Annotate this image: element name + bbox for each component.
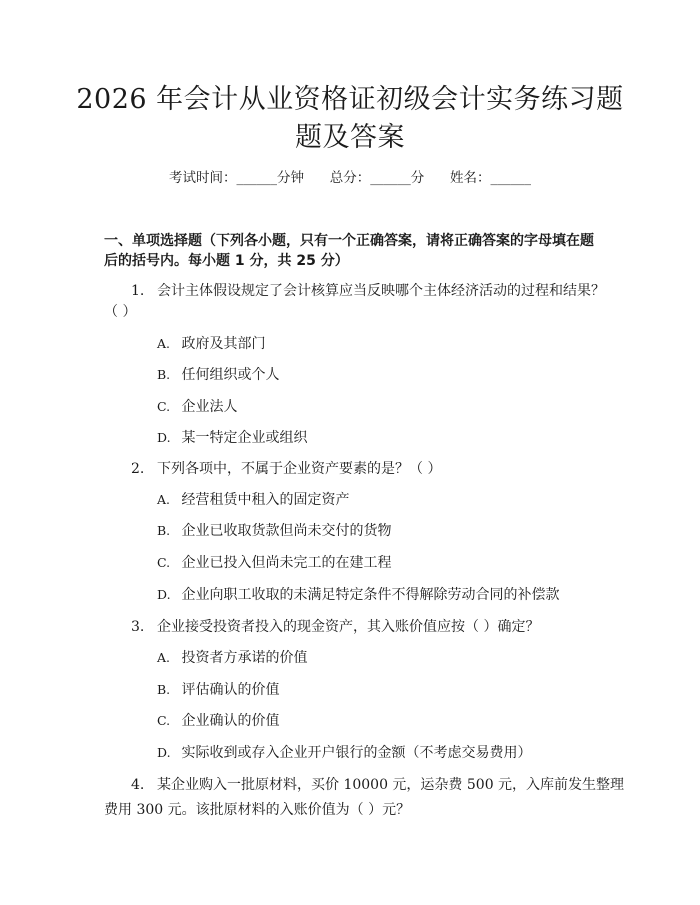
question-number: 4. (131, 777, 145, 793)
option-text: 企业法人 (181, 399, 238, 415)
option-text: 企业已收取货款但尚未交付的货物 (181, 523, 392, 539)
option-letter: B. (157, 367, 171, 382)
option-item (157, 365, 279, 385)
exam-info: 考试时间：______分钟 总分：______分 姓名：______ (169, 170, 531, 186)
option-text: 任何组织或个人 (181, 367, 280, 383)
option-text: 企业确认的价值 (181, 713, 280, 729)
option-item (157, 680, 279, 700)
option-letter: D. (157, 745, 171, 760)
option-item (157, 553, 391, 573)
option-item (157, 711, 279, 731)
question-number: 2. (131, 461, 145, 477)
option-text: 企业已投入但尚未完工的在建工程 (181, 555, 392, 571)
option-text: 政府及其部门 (181, 336, 266, 352)
option-item (157, 428, 307, 448)
option-letter: C. (157, 555, 171, 570)
option-text: 某一特定企业或组织 (181, 430, 308, 446)
question-text: 某企业购入一批原材料，买价 10000 元，运杂费 500 元，入库前发生整理 (157, 777, 625, 793)
option-item (157, 648, 307, 668)
option-text: 评估确认的价值 (181, 682, 280, 698)
option-letter: A. (157, 650, 171, 665)
option-letter: C. (157, 399, 171, 414)
option-text: 投资者方承诺的价值 (181, 650, 308, 666)
option-item (157, 334, 265, 354)
option-item (157, 585, 559, 605)
option-item (157, 521, 391, 541)
option-letter: A. (157, 336, 171, 351)
section-heading-line2: 后的括号内。每小题 1 分，共 25 分） (104, 253, 349, 269)
question-text: 下列各项中，不属于企业资产要素的是？（ ） (157, 461, 442, 477)
section-heading-line1: 一、单项选择题（下列各小题，只有一个正确答案，请将正确答案的字母填在题 (104, 233, 594, 249)
option-item (157, 490, 349, 510)
option-letter: D. (157, 430, 171, 445)
document-title-line2: 题及答案 (295, 122, 405, 153)
option-text: 企业向职工收取的未满足特定条件不得解除劳动合同的补偿款 (181, 587, 560, 603)
option-item (157, 743, 531, 763)
option-text: 经营租赁中租入的固定资产 (181, 492, 350, 508)
option-letter: B. (157, 523, 171, 538)
question-number: 1. (131, 283, 145, 299)
question-text: 会计主体假设规定了会计核算应当反映哪个主体经济活动的过程和结果？ (157, 283, 605, 299)
option-letter: B. (157, 682, 171, 697)
question-text-continued: （ ） (104, 304, 137, 320)
document-title-line1: 2026 年会计从业资格证初级会计实务练习题 (76, 84, 624, 115)
option-text: 实际收到或存入企业开户银行的金额（不考虑交易费用） (181, 745, 532, 761)
option-letter: D. (157, 587, 171, 602)
question-text: 企业接受投资者投入的现金资产，其入账价值应按（ ）确定？ (157, 619, 540, 635)
question-number: 3. (131, 619, 145, 635)
question-text-continued: 费用 300 元。该批原材料的入账价值为（ ）元？ (104, 802, 411, 818)
option-item (157, 397, 237, 417)
option-letter: C. (157, 713, 171, 728)
option-letter: A. (157, 492, 171, 507)
